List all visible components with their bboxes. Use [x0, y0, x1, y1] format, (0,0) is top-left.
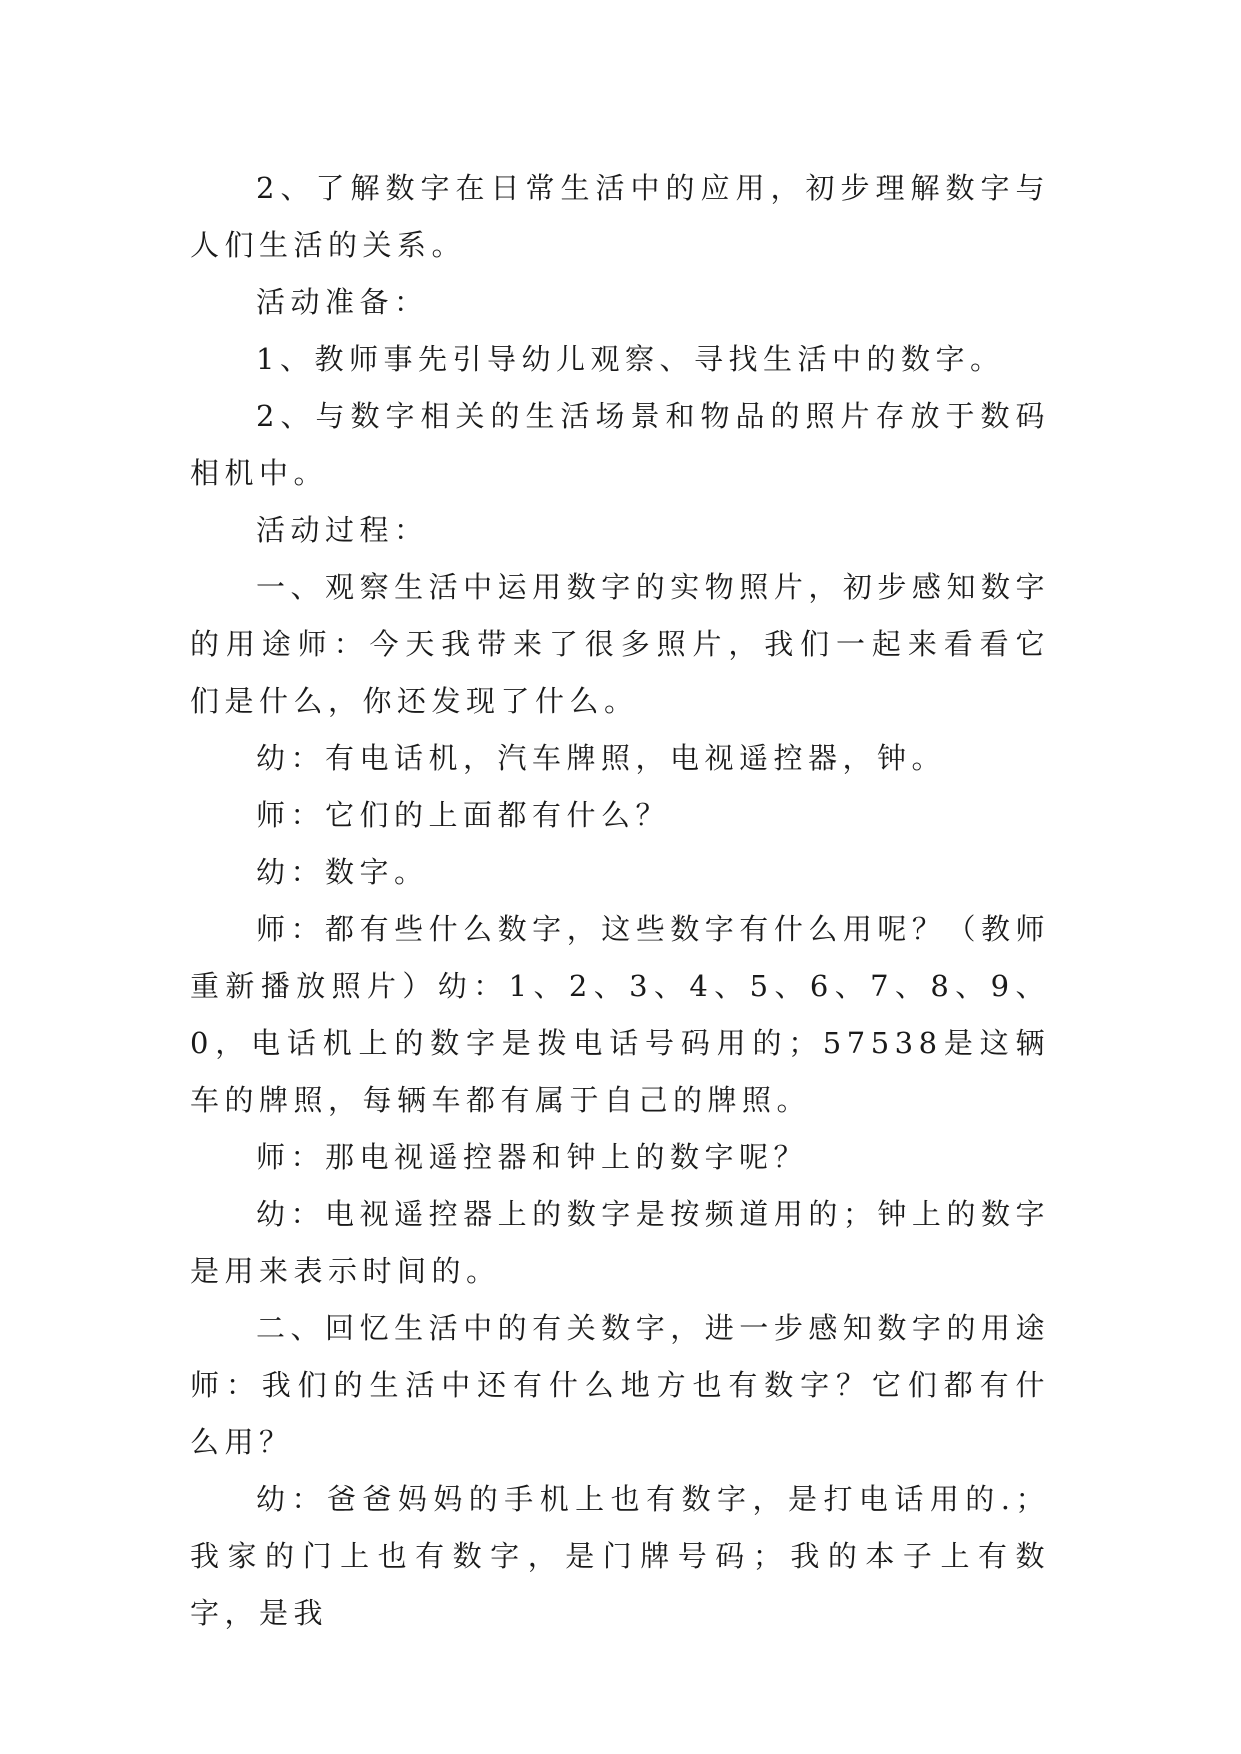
- dialogue-child-4: 幼：爸爸妈妈的手机上也有数字，是打电话用的.；我家的门上也有数字，是门牌号码；我的本子上有数字，是我: [190, 1482, 1050, 1630]
- document-body: [190, 160, 1050, 1642]
- dialogue-teacher-3: 师：那电视遥控器和钟上的数字呢？: [256, 1140, 809, 1174]
- paragraph-process-step-1: 一、观察生活中运用数字的实物照片，初步感知数字的用途师：今天我带来了很多照片，我们一起来看看它们是什么，你还发现了什么。: [190, 570, 1050, 718]
- heading-activity-process: 活动过程：: [256, 513, 429, 547]
- paragraph-preparation-2: 2、与数字相关的生活场景和物品的照片存放于数码相机中。: [190, 399, 1050, 490]
- heading-activity-preparation: 活动准备：: [256, 285, 429, 319]
- paragraph-process-step-2: 二、回忆生活中的有关数字，进一步感知数字的用途师：我们的生活中还有什么地方也有数字？它们都有什么用？: [190, 1311, 1050, 1459]
- paragraph-objective-2: 2、了解数字在日常生活中的应用，初步理解数字与人们生活的关系。: [190, 171, 1050, 262]
- dialogue-child-3: 幼：电视遥控器上的数字是按频道用的；钟上的数字是用来表示时间的。: [190, 1197, 1050, 1288]
- dialogue-teacher-2: 师：都有些什么数字，这些数字有什么用呢？（教师重新播放照片）幼：1、2、3、4、5、6、7、8、9、0，电话机上的数字是拨电话号码用的；57538是这辆车的牌照，每辆车都有属于自己的牌照。: [190, 912, 1050, 1117]
- dialogue-teacher-1: 师：它们的上面都有什么？: [256, 798, 671, 832]
- paragraph-preparation-1: 1、教师事先引导幼儿观察、寻找生活中的数字。: [256, 342, 1005, 376]
- dialogue-child-2: 幼：数字。: [256, 855, 429, 889]
- dialogue-child-1: 幼：有电话机，汽车牌照，电视遥控器，钟。: [256, 741, 947, 775]
